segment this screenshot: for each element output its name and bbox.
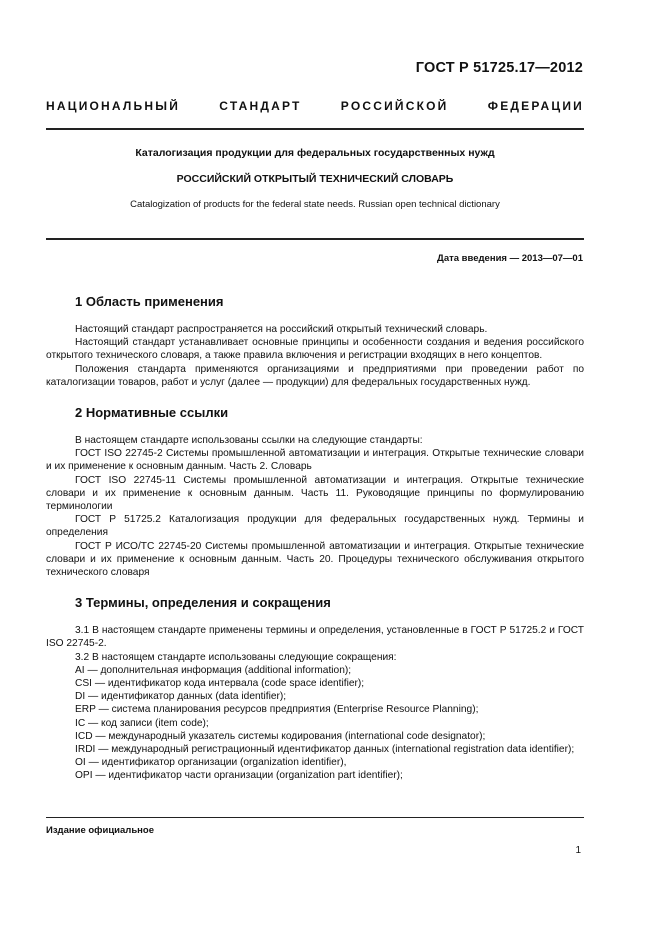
section-heading: 1 Область применения	[75, 294, 224, 309]
document-title-en: Catalogization of products for the federal state needs. Russian open technical dictionary	[130, 199, 500, 210]
paragraph: В настоящем стандарте использованы ссылки на следующие стандарты:	[75, 435, 423, 447]
section-terms	[46, 595, 584, 782]
reference-item: ГОСТ ISO 22745-2 Системы промышленной автоматизации и интеграция. Открытые технические словари и их применение к основным данным. Часть 2. Словарь	[46, 448, 584, 473]
reference-item: ГОСТ Р ИСО/ТС 22745-20 Системы промышленной автоматизации и интеграция. Открытые технические словари и их применение к основным данным. Часть 20. Процедуры технического обслуживания открытого технического словаря	[46, 540, 584, 579]
abbreviation-item: OPI — идентификатор части организации (organization part identifier);	[75, 770, 403, 782]
standard-number: ГОСТ Р 51725.17—2012	[415, 60, 583, 76]
abbreviation-item: CSI — идентификатор кода интервала (code space identifier);	[75, 678, 365, 690]
abbreviation-item: OI — идентификатор организации (organization identifier),	[75, 757, 347, 769]
header-divider	[46, 128, 584, 130]
paragraph: Положения стандарта применяются организациями и предприятиями при проведении работ по каталогизации товаров, работ и услуг (далее — продукции) для федеральных государственных нужд.	[46, 363, 584, 388]
paragraph: 3.2 В настоящем стандарте использованы следующие сокращения:	[75, 651, 397, 663]
paragraph: Настоящий стандарт устанавливает основные принципы и особенности создания и ведения российского открытого технического словаря, а также правила включения и регистрации входящих в него концептов.	[46, 337, 584, 362]
national-standard-banner: НАЦИОНАЛЬНЫЙ СТАНДАРТ РОССИЙСКОЙ ФЕДЕРАЦИИ	[46, 99, 584, 113]
document-title-caps: РОССИЙСКИЙ ОТКРЫТЫЙ ТЕХНИЧЕСКИЙ СЛОВАРЬ	[176, 173, 454, 185]
introduction-date: Дата введения — 2013—07—01	[437, 253, 583, 264]
page-number: 1	[575, 845, 581, 856]
document-title-ru: Каталогизация продукции для федеральных государственных нужд	[135, 147, 495, 159]
reference-item: ГОСТ ISO 22745-11 Системы промышленной автоматизации и интеграция. Открытые технические словари и их применение к основным данным. Часть 11. Руководящие принципы по формулированию терминологии	[46, 474, 584, 513]
section-scope	[46, 294, 584, 389]
section-heading: 3 Термины, определения и сокращения	[75, 595, 331, 611]
paragraph: Настоящий стандарт распространяется на российский открытый технический словарь.	[75, 324, 488, 335]
section-normative-references	[46, 405, 584, 579]
abbreviation-item: IRDI — международный регистрационный идентификатор данных (international registration data identifier);	[75, 744, 575, 756]
abbreviation-item: ICD — международный указатель системы кодирования (international code designator);	[75, 730, 486, 742]
title-divider	[46, 238, 584, 240]
footer-divider	[46, 817, 584, 818]
document-body	[46, 294, 584, 783]
abbreviation-item: IC — код записи (item code);	[75, 717, 209, 729]
paragraph: 3.1 В настоящем стандарте применены термины и определения, установленные в ГОСТ Р 51725.2 и ГОСТ ISO 22745-2.	[46, 625, 584, 650]
abbreviation-item: AI — дополнительная информация (additional information);	[75, 664, 352, 676]
abbreviation-item: ERP — система планирования ресурсов предприятия (Enterprise Resource Planning);	[75, 704, 479, 716]
section-heading: 2 Нормативные ссылки	[75, 405, 229, 421]
reference-item: ГОСТ Р 51725.2 Каталогизация продукции для федеральных государственных нужд. Термины и определения	[46, 514, 584, 539]
abbreviation-item: DI — идентификатор данных (data identifier);	[75, 691, 287, 703]
official-edition-label: Издание официальное	[46, 825, 154, 836]
